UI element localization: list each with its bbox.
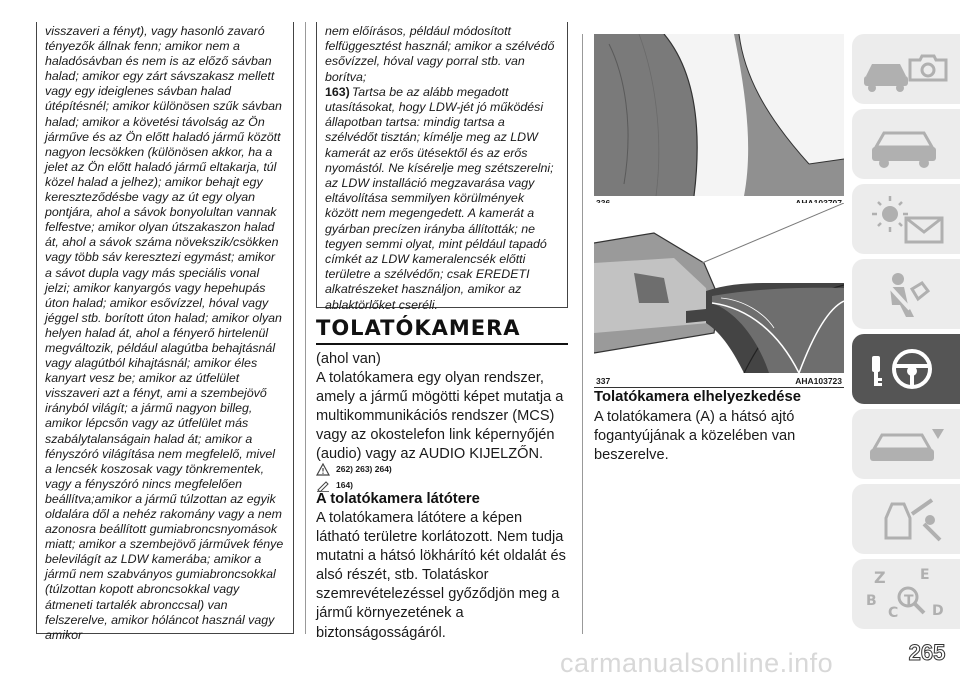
- camera-location-text: A tolatókamera (A) a hátsó ajtó fogantyújának a közelében van beszerelve.: [594, 409, 796, 464]
- safety-icon: [852, 259, 960, 329]
- tab-warning-lights[interactable]: [852, 184, 960, 254]
- subsection-title: A tolatókamera látótere: [316, 491, 480, 507]
- driving-icon: [852, 334, 960, 404]
- svg-text:D: D: [932, 603, 944, 619]
- figure-number: 337: [596, 376, 611, 386]
- warning-lights-icon: [852, 184, 960, 254]
- watermark: carmanualsonline.info: [560, 648, 834, 678]
- road-icon: [852, 409, 960, 479]
- warning-refs-1: 262) 263) 264): [336, 464, 392, 474]
- figure-336-image: [594, 34, 844, 196]
- figure-337-caption: [594, 376, 844, 388]
- svg-text:T: T: [904, 593, 914, 609]
- tab-emergency[interactable]: [852, 484, 960, 554]
- tab-road[interactable]: [852, 409, 960, 479]
- camera-location-title: Tolatókamera elhelyezkedése: [594, 389, 801, 405]
- column-divider: [582, 34, 583, 634]
- warning-refs-2: 164): [336, 480, 354, 490]
- tab-index[interactable]: [852, 559, 960, 629]
- warning-triangle-icon: [316, 463, 330, 476]
- continued-text-box: [36, 22, 294, 642]
- figure-code: AHA103723: [795, 376, 842, 386]
- continued-text: visszaveri a fényt), vagy hasonló zavaró tényezők állnak fenn; amikor nem a haladósávban és nem is az előző sávban halad; amikor egy zárt sávszakasz mellett vagy egy ideiglenes sávban halad útépítésnél; amikor különösen szűk sávban halad; amikor a követési távolság az Ön járműve és az Ön előtt haladó jármű között nagyon lecsökken (különösen akkor, ha a jelet az Ön előtt haladó jármű eltakarja, túl közel halad a jelhez); amikor behajt egy kereszteződésbe vagy az út egy olyan pontjára, ahol a sávok bonyolultan vannak felfestve; amikor olyan útszakaszon halad át, ahol a sávok száma növekszik/csökken vagy több sáv keresztezi egymást; amikor a sávot dupla vagy más speciális vonal jelzi; amikor kanyargós vagy hepehupás úton halad; amikor esővízzel, hóval vagy jéggel stb. borított úton halad; amikor olyan helyen halad át, ahol a fényerő hirtelenül megváltozik, például alagútba behajtásnál vagy alagútból kihajtásnál; amikor éles kanyart vesz be; amikor az útfelület visszaveri azt a fényt, ami a szembejövő irányból világít; a jármű nagyon billeg, amikor lépcsőn vagy az útfelület más szabálytalanságain halad át; amikor a fényszóró világítása nem megfelelő, mivel a lencsék koszosak vagy tönkrementek, vagy a fényszóró nincs megfelelően beállítva;amikor a jármű túlzottan az egyik oldalára dől a nehéz rakomány vagy a nem azonosra beállított gumiabroncsnyomások miatt; amikor a szembejövő járművek fénye belevilágít az LDW kamerába; amikor a jármű nem szabványos gumiabroncsokkal (túlzottan kopott abroncsokkal vagy átmeneti tartalék abronccsal) van felszerelve, amikor hóláncot használ vagy amikor: [45, 24, 284, 642]
- intro-text: (ahol van) A tolatókamera egy olyan rendszer, amely a jármű mögötti képet mutatja a multikommunikációs rendszer (MCS) vagy az okostelefon link képernyőjén (audio) vagy az AUDIO KIJELZŐN.: [316, 351, 564, 463]
- figure-337-image: [594, 203, 844, 373]
- car-dashboard-icon: [852, 34, 960, 104]
- subsection-text: A tolatókamera látótere a képen látható területre korlátozott. Nem tudja mutatni a hátsó lökhárító két oldalát és alsó részét, stb. Tolatáskor szemrevételezéssel győződjön meg a jármű környezetének a biztonságosságáról.: [316, 510, 566, 641]
- warning-text-2: Tartsa be az alább megadott utasításokat, hogy LDW-jét jó működési állapotban tartsa: mindig tartsa a szélvédőt tisztán; kímélje meg az LDW kamerát az erős ütésektől és az erős nyomástól. Ne kísérelje meg szétszerelni; az LDW installáció megzavarása vagy eltávolítása semmilyen körülmények között nem megengedett. A kamerát a gyárban precízen irányba állították; ne tegyen semmi olyat, mint például tapadó címkét az LDW kameralencsék előtti területre a szélvédőn; csak EREDETI alkatrészeket használjon, amikor az ablaktörlőket cseréli.: [325, 84, 554, 312]
- svg-text:C: C: [888, 605, 899, 621]
- svg-text:B: B: [866, 593, 877, 609]
- warning-text-1: nem előírásos, például módosított felfüggesztést használ; amikor a szélvédő esővízzel, hóval vagy porral stb. van borítva;: [325, 24, 555, 84]
- tab-dashboard[interactable]: [852, 34, 960, 104]
- warning-ref: 163): [325, 84, 350, 99]
- index-icon: [852, 559, 960, 629]
- section-title: TOLATÓKAMERA: [316, 316, 521, 340]
- warning-pencil-icon: [316, 479, 330, 492]
- title-underline: [316, 343, 568, 345]
- svg-text:E: E: [920, 567, 930, 583]
- svg-text:Z: Z: [874, 568, 886, 587]
- tab-safety[interactable]: [852, 259, 960, 329]
- car-info-icon: [852, 109, 960, 179]
- warning-refs-row-1: [316, 461, 392, 477]
- page-number: 265: [908, 640, 946, 665]
- tab-driving[interactable]: [852, 334, 960, 404]
- emergency-icon: [852, 484, 960, 554]
- warning-box: [316, 22, 568, 312]
- tab-car-info[interactable]: [852, 109, 960, 179]
- column-divider: [305, 22, 306, 634]
